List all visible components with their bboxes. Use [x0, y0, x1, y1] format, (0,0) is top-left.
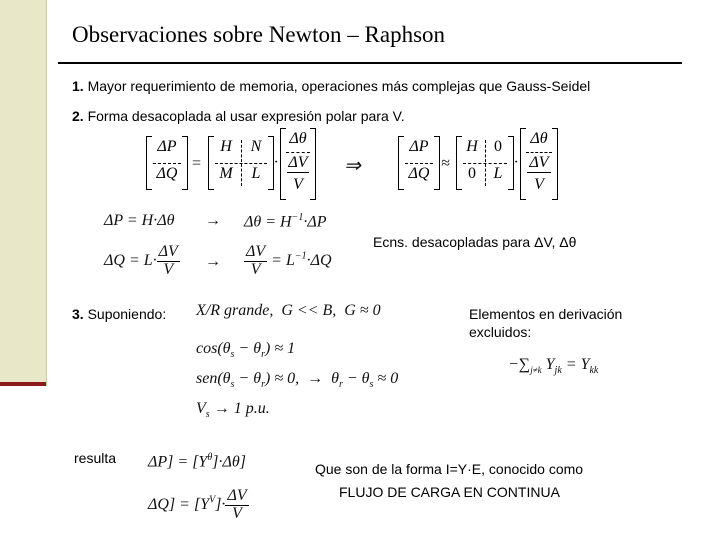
shunt-formula: $-\sum_{j\ne k}$ $Y_{jk} = Y_{kk}$ [508, 356, 599, 377]
branch-note: Elementos en derivación excluidos: [469, 306, 623, 340]
equals-sign: = [191, 155, 202, 172]
point-2-text: Forma desacoplada al usar expresión polar para V. [87, 108, 405, 124]
point-2 [72, 108, 405, 124]
p-equation: ΔP = H·Δθ [104, 212, 175, 229]
v-solution: $\frac{\Delta V}{V}$ = $L^{-1}\cdot\Delta Q$ [246, 243, 332, 278]
decoupled-mismatch-vector: ΔP ΔQ [398, 136, 440, 190]
correction-vector: Δθ ΔV V [280, 128, 316, 200]
point-1-text: Mayor requerimiento de memoria, operaciones más complejas que Gauss-Seidel [87, 78, 591, 94]
dc-p-equation: $\Delta P] = [Y^\theta]\cdot\Delta\theta$] [148, 452, 246, 471]
jacobian-matrix: H N M L [208, 136, 274, 190]
mismatch-vector: ΔP ΔQ [146, 136, 188, 190]
point-3 [72, 306, 166, 322]
dc-q-equation: $\Delta Q] = [Y^V]\cdot$ $\frac{\Delta V}{V}$ [148, 487, 247, 522]
point-1 [72, 78, 590, 94]
conclusion-line-2: FLUJO DE CARGA EN CONTINUA [339, 484, 560, 500]
point-3-text: Suponiendo: [87, 306, 167, 322]
conclusion-line-1: Que son de la forma I=Y·E, conocido como [315, 461, 584, 477]
decoupled-caption: Ecns. desacopladas para ΔV, Δθ [373, 234, 577, 250]
decoupled-correction-vector: Δθ ΔV V [520, 128, 558, 200]
title-underline [58, 62, 682, 64]
theta-solution: $\Delta\theta = H^{-1}\cdot\Delta P$ [244, 212, 327, 231]
point-2-number: 2. [72, 108, 84, 124]
sidebar-band [0, 0, 46, 382]
assumption-xr: X/R grande, G << B, G ≈ 0 [196, 302, 381, 319]
sidebar-accent [0, 382, 46, 386]
assumption-cos: $\cos(\theta_s - \theta_r) \approx 1$ [196, 340, 296, 361]
implies-symbol: ⇒ [344, 155, 361, 177]
slide-title: Observaciones sobre Newton – Raphson [72, 22, 446, 47]
q-equation: ΔQ = L· $\frac{\Delta V}{V}$ [104, 243, 178, 278]
sidebar-divider [46, 0, 47, 386]
assumption-sin: $sen(\theta_s - \theta_r) \approx 0$, → $\theta_r - \theta_s \approx 0$ [196, 370, 399, 391]
point-1-number: 1. [72, 78, 84, 94]
assumption-voltage: $V_s \to 1$ p.u. [196, 400, 270, 421]
result-label: resulta [74, 450, 117, 466]
point-3-number: 3. [72, 306, 84, 322]
decoupled-jacobian-matrix: H 0 0 L [456, 136, 514, 190]
